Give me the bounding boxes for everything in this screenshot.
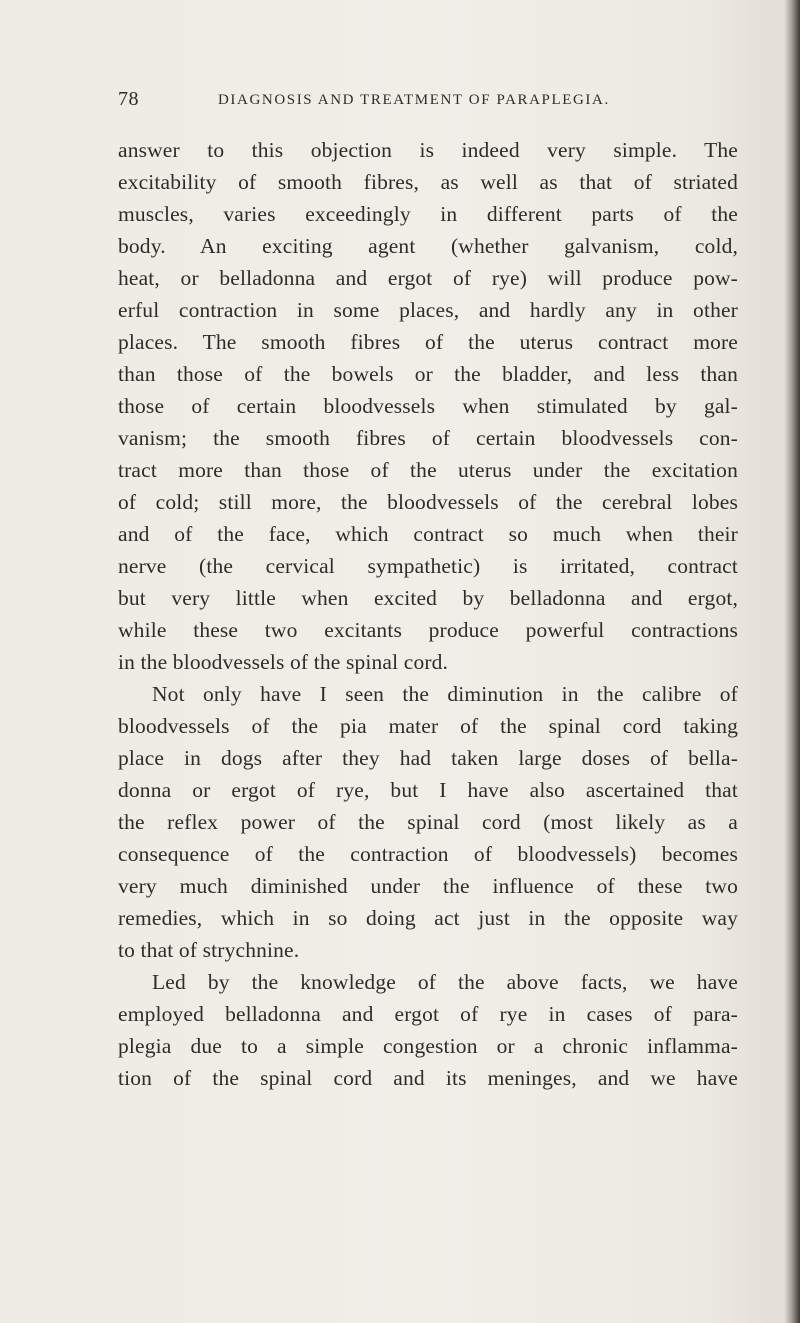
text-line: tract more than those of the uterus under the excitation (118, 458, 738, 482)
text-line: very much diminished under the influence of these two (118, 874, 738, 898)
text-line: places. The smooth fibres of the uterus contract more (118, 330, 738, 354)
text-line: in the bloodvessels of the spinal cord. (118, 650, 449, 674)
paragraph-start-line: Led by the knowledge of the above facts, we have (152, 970, 738, 994)
paragraph-start-line: Not only have I seen the diminution in the calibre of (152, 682, 738, 706)
text-line: than those of the bowels or the bladder, and less than (118, 362, 738, 386)
text-line: vanism; the smooth fibres of certain bloodvessels con- (118, 426, 738, 450)
text-line: remedies, which in so doing act just in the opposite way (118, 906, 738, 930)
text-line: body. An exciting agent (whether galvanism, cold, (118, 234, 738, 258)
text-line: those of certain bloodvessels when stimulated by gal- (118, 394, 738, 418)
text-line: but very little when excited by belladonna and ergot, (118, 586, 738, 610)
text-line: place in dogs after they had taken large doses of bella- (118, 746, 738, 770)
text-line: tion of the spinal cord and its meninges, and we have (118, 1066, 738, 1090)
text-line: employed belladonna and ergot of rye in cases of para- (118, 1002, 738, 1026)
text-line: consequence of the contraction of bloodvessels) becomes (118, 842, 738, 866)
body-text (118, 134, 738, 1094)
text-line: answer to this objection is indeed very simple. The (118, 138, 738, 162)
running-head (118, 88, 778, 116)
text-line: and of the face, which contract so much when their (118, 522, 738, 546)
text-line: excitability of smooth fibres, as well as that of striated (118, 170, 738, 194)
text-line: bloodvessels of the pia mater of the spinal cord taking (118, 714, 738, 738)
text-line: heat, or belladonna and ergot of rye) will produce pow- (118, 266, 738, 290)
text-line: of cold; still more, the bloodvessels of the cerebral lobes (118, 490, 738, 514)
text-line: erful contraction in some places, and hardly any in other (118, 298, 738, 322)
text-line: while these two excitants produce powerful contractions (118, 618, 738, 642)
text-line: muscles, varies exceedingly in different parts of the (118, 202, 738, 226)
text-line: donna or ergot of rye, but I have also ascertained that (118, 778, 738, 802)
page-edge-shadow (784, 0, 800, 1323)
running-title: DIAGNOSIS AND TREATMENT OF PARAPLEGIA. (218, 92, 610, 108)
page-number: 78 (118, 88, 139, 110)
text-line: plegia due to a simple congestion or a chronic inflamma- (118, 1034, 738, 1058)
text-line: the reflex power of the spinal cord (most likely as a (118, 810, 738, 834)
text-line: nerve (the cervical sympathetic) is irritated, contract (118, 554, 738, 578)
text-line: to that of strychnine. (118, 938, 300, 962)
